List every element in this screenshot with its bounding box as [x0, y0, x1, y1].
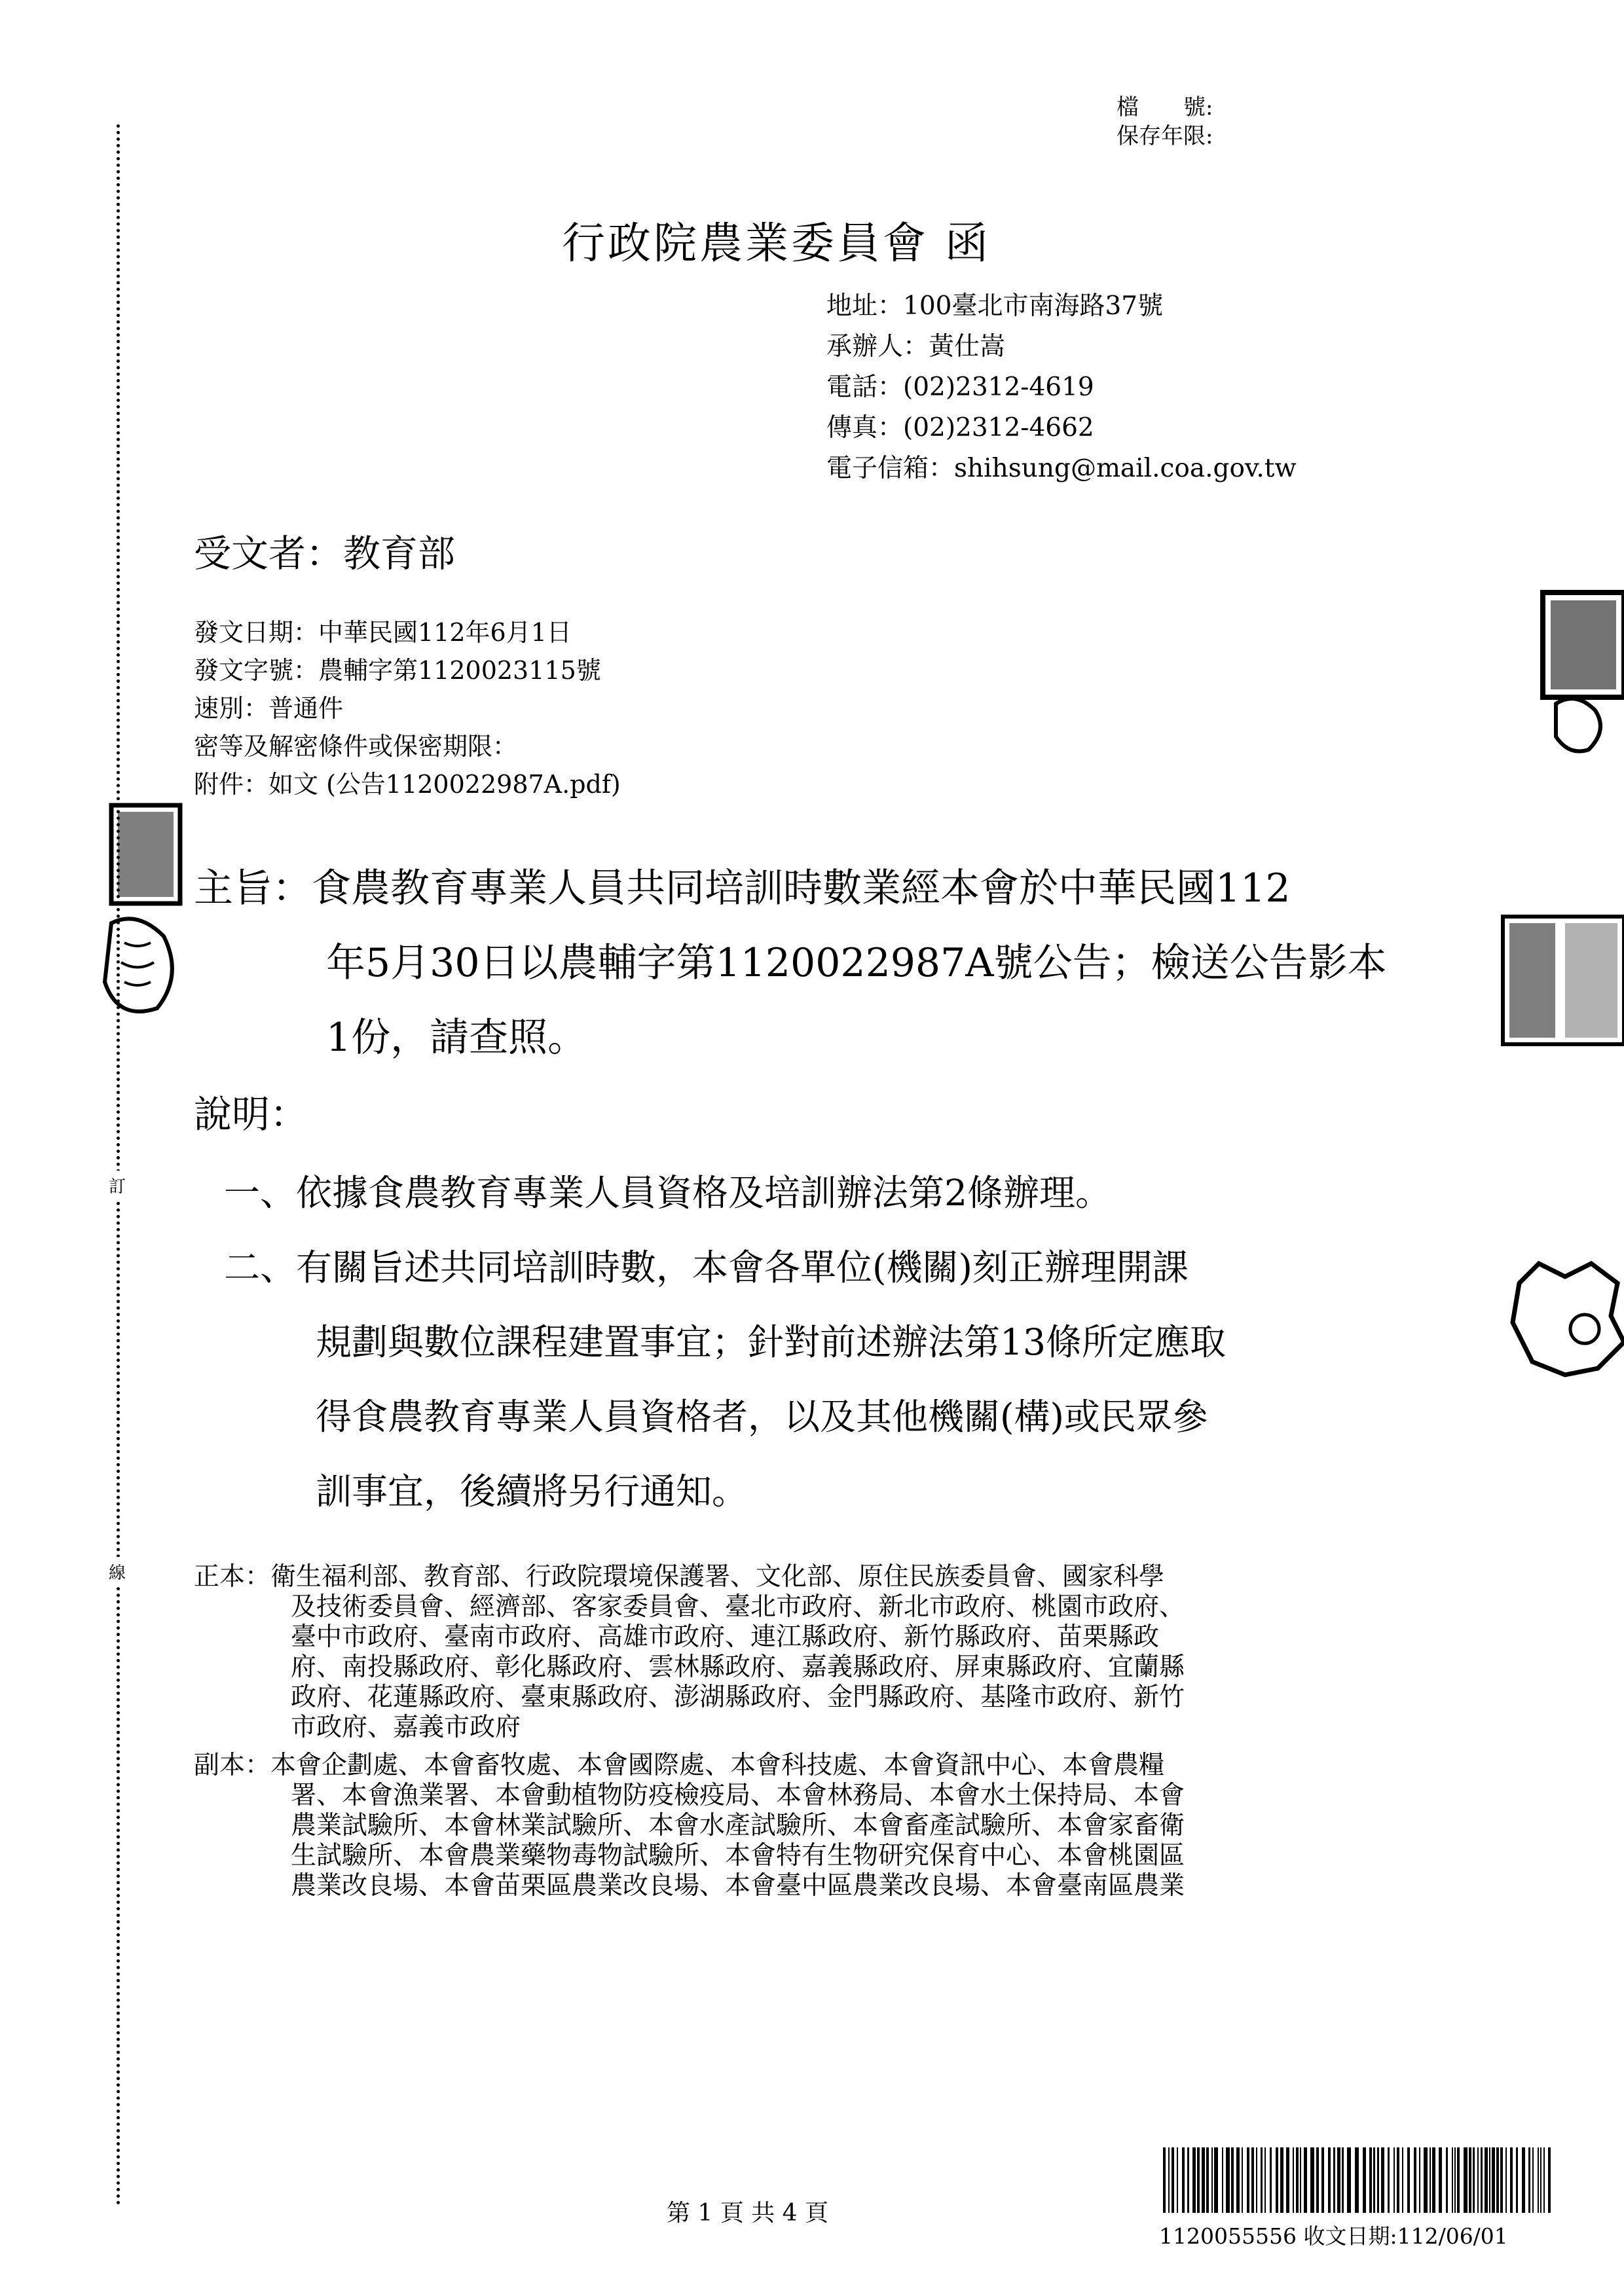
receipt-info	[1159, 2219, 1508, 2250]
barcode-bar	[1355, 2147, 1359, 2213]
barcode-bar	[1528, 2147, 1530, 2213]
explanation-line: 一、依據食農教育專業人員資格及培訓辦法第2條辦理。	[224, 1172, 1111, 1214]
barcode-bar	[1310, 2147, 1314, 2213]
barcode-bar	[1522, 2147, 1525, 2213]
barcode-bar	[1168, 2147, 1170, 2213]
barcode-number: 1120055556	[1159, 2223, 1297, 2249]
file-info	[1116, 93, 1213, 151]
barcode-bar	[1432, 2147, 1435, 2213]
explanation-line: 得食農教育專業人員資格者，以及其他機關(構)或民眾參	[316, 1396, 1208, 1438]
barcode-bar	[1477, 2147, 1479, 2213]
explanation-block	[224, 1156, 1226, 1529]
copy-recipients-line: 農業改良場、本會苗栗區農業改良場、本會臺中區農業改良場、本會臺南區農業	[291, 1871, 1185, 1901]
barcode-bar	[1261, 2147, 1263, 2213]
subject-line: 年5月30日以農輔字第1120022987A號公告；檢送公告影本	[326, 940, 1387, 986]
barcode-bar	[1347, 2147, 1351, 2213]
barcode-bar	[1402, 2147, 1403, 2213]
recipient: 受文者：教育部	[194, 532, 455, 575]
barcode-bar	[1393, 2147, 1395, 2213]
barcode-bar	[1489, 2147, 1490, 2213]
issue-date: 發文日期：中華民國112年6月1日	[194, 618, 572, 647]
binding-label-ding: 訂	[109, 1171, 126, 1200]
receipt-date: 收文日期:112/06/01	[1303, 2223, 1508, 2249]
barcode-bar	[1540, 2147, 1541, 2213]
barcode-bar	[1206, 2147, 1209, 2213]
barcode-bar	[1369, 2147, 1372, 2213]
barcode-bar	[1397, 2147, 1399, 2213]
barcode-bar	[1496, 2147, 1499, 2213]
barcode-bar	[1211, 2147, 1213, 2213]
barcode-bar	[1177, 2147, 1178, 2213]
barcode-bar	[1481, 2147, 1483, 2213]
binding-line	[117, 124, 120, 2206]
explanation-label: 說明：	[194, 1092, 308, 1137]
barcode-bar	[1363, 2147, 1366, 2213]
main-recipients-line: 正本：衛生福利部、教育部、行政院環境保護署、文化部、原住民族委員會、國家科學	[194, 1562, 1165, 1592]
barcode-bar	[1163, 2147, 1166, 2213]
explanation-line: 訓事宜，後續將另行通知。	[316, 1470, 748, 1512]
subject-block	[194, 851, 1387, 1075]
barcode-bar	[1172, 2147, 1174, 2213]
barcode-bar	[1492, 2147, 1495, 2213]
barcode-bar	[1414, 2147, 1416, 2213]
contact-email: 電子信箱：shihsung@mail.coa.gov.tw	[826, 454, 1297, 483]
barcode-bar	[1316, 2147, 1319, 2213]
barcode-bar	[1407, 2147, 1410, 2213]
barcode-bar	[1247, 2147, 1249, 2213]
barcode-bar	[1293, 2147, 1294, 2213]
file-number-label: 檔 號:	[1116, 94, 1213, 120]
barcode-bar	[1280, 2147, 1283, 2213]
main-recipients-line: 及技術委員會、經濟部、客家委員會、臺北市政府、新北市政府、桃園市政府、	[291, 1592, 1185, 1622]
main-recipients-line: 政府、花蓮縣政府、臺東縣政府、澎湖縣政府、金門縣政府、基隆市政府、新竹	[291, 1683, 1185, 1712]
barcode-bar	[1236, 2147, 1240, 2213]
doc-number: 發文字號：農輔字第1120023115號	[194, 656, 601, 685]
main-recipients-line: 府、南投縣政府、彰化縣政府、雲林縣政府、嘉義縣政府、屏東縣政府、宜蘭縣	[291, 1652, 1185, 1682]
barcode-bar	[1328, 2147, 1331, 2213]
explanation-line: 二、有關旨述共同培訓時數，本會各單位(機關)刻正辦理開課	[224, 1247, 1189, 1288]
seal-stamp-left	[98, 773, 183, 1028]
explanation-line: 規劃與數位課程建置事宜；針對前述辦法第13條所定應取	[316, 1321, 1226, 1363]
barcode-bar	[1473, 2147, 1475, 2213]
main-recipients-line: 市政府、嘉義市政府	[291, 1713, 521, 1742]
attachment: 附件：如文 (公告1120022987A.pdf)	[194, 770, 621, 799]
barcode-bar	[1187, 2147, 1189, 2213]
barcode-bar	[1516, 2147, 1518, 2213]
document-title: 行政院農業委員會 函	[562, 218, 991, 268]
barcode-bar	[1430, 2147, 1431, 2213]
subject-line: 1份，請查照。	[326, 1015, 587, 1061]
contact-phone: 電話：(02)2312-4619	[826, 373, 1094, 402]
seal-stamp-lower-right	[1506, 1257, 1624, 1388]
barcode-bar	[1457, 2147, 1460, 2213]
subject-line: 主旨：食農教育專業人員共同培訓時數業經本會於中華民國112	[194, 866, 1291, 911]
contact-address: 地址：100臺北市南海路37號	[826, 291, 1164, 321]
barcode-bar	[1296, 2147, 1299, 2213]
barcode-bar	[1452, 2147, 1453, 2213]
barcode-bar	[1373, 2147, 1375, 2213]
barcode-bar	[1214, 2147, 1218, 2213]
barcode-bar	[1464, 2147, 1467, 2213]
meta-block	[194, 613, 621, 803]
barcode-bar	[1300, 2147, 1301, 2213]
barcode-bar	[1532, 2147, 1534, 2213]
copy-recipients-line: 署、本會漁業署、本會動植物防疫檢疫局、本會林務局、本會水土保持局、本會	[291, 1781, 1185, 1810]
barcode-bar	[1222, 2147, 1223, 2213]
barcode-bar	[1548, 2147, 1551, 2213]
barcode-bar	[1538, 2147, 1539, 2213]
barcode-bar	[1469, 2147, 1471, 2213]
seal-stamp-mid-right	[1500, 913, 1624, 1051]
barcode-bar	[1197, 2147, 1200, 2213]
seal-stamp-top-right	[1536, 573, 1624, 756]
barcode-bar	[1192, 2147, 1196, 2213]
barcode-bar	[1377, 2147, 1379, 2213]
barcode-bar	[1500, 2147, 1503, 2213]
secrecy-class: 密等及解密條件或保密期限：	[194, 732, 518, 761]
main-recipients-line: 臺中市政府、臺南市政府、高雄市政府、連江縣政府、新竹縣政府、苗栗縣政	[291, 1622, 1160, 1652]
distribution-block	[194, 1562, 1185, 1901]
barcode-bar	[1182, 2147, 1185, 2213]
barcode-bar	[1321, 2147, 1324, 2213]
barcode-bar	[1226, 2147, 1230, 2213]
barcode-bar	[1381, 2147, 1384, 2213]
barcode-bar	[1446, 2147, 1448, 2213]
binding-label-xian: 線	[109, 1557, 126, 1586]
barcode-bar	[1454, 2147, 1456, 2213]
contact-fax: 傳真：(02)2312-4662	[826, 413, 1094, 443]
barcode-bar	[1286, 2147, 1289, 2213]
copy-recipients-line: 農業試驗所、本會林業試驗所、本會水產試驗所、本會畜產試驗所、本會家畜衛	[291, 1811, 1185, 1840]
barcode-graphic	[1163, 2147, 1552, 2213]
barcode-bar	[1304, 2147, 1307, 2213]
barcode-bar	[1270, 2147, 1272, 2213]
barcode-bar	[1424, 2147, 1428, 2213]
barcode-bar	[1342, 2147, 1344, 2213]
barcode-bar	[1276, 2147, 1278, 2213]
contact-block	[826, 286, 1297, 489]
barcode-bar	[1439, 2147, 1442, 2213]
barcode-bar	[1231, 2147, 1234, 2213]
barcode-bar	[1256, 2147, 1257, 2213]
barcode-bar	[1485, 2147, 1488, 2213]
copy-recipients-line: 生試驗所、本會農業藥物毒物試驗所、本會特有生物研究保育中心、本會桃園區	[291, 1841, 1185, 1870]
barcode-bar	[1337, 2147, 1340, 2213]
barcode-bar	[1543, 2147, 1545, 2213]
contact-handler: 承辦人：黃仕嵩	[826, 332, 1006, 361]
barcode-bar	[1202, 2147, 1205, 2213]
barcode-bar	[1510, 2147, 1513, 2213]
copy-recipients-line: 副本：本會企劃處、本會畜牧處、本會國際處、本會科技處、本會資訊中心、本會農糧	[194, 1751, 1165, 1780]
retention-label: 保存年限:	[1116, 123, 1213, 149]
page-number: 第 1 頁 共 4 頁	[667, 2200, 829, 2227]
barcode-bar	[1419, 2147, 1420, 2213]
barcode-bar	[1251, 2147, 1254, 2213]
barcode-bar	[1333, 2147, 1335, 2213]
barcode-bar	[1388, 2147, 1390, 2213]
barcode-bar	[1242, 2147, 1243, 2213]
barcode-bar	[1505, 2147, 1507, 2213]
speed-class: 速別：普通件	[194, 694, 344, 723]
barcode-bar	[1264, 2147, 1266, 2213]
